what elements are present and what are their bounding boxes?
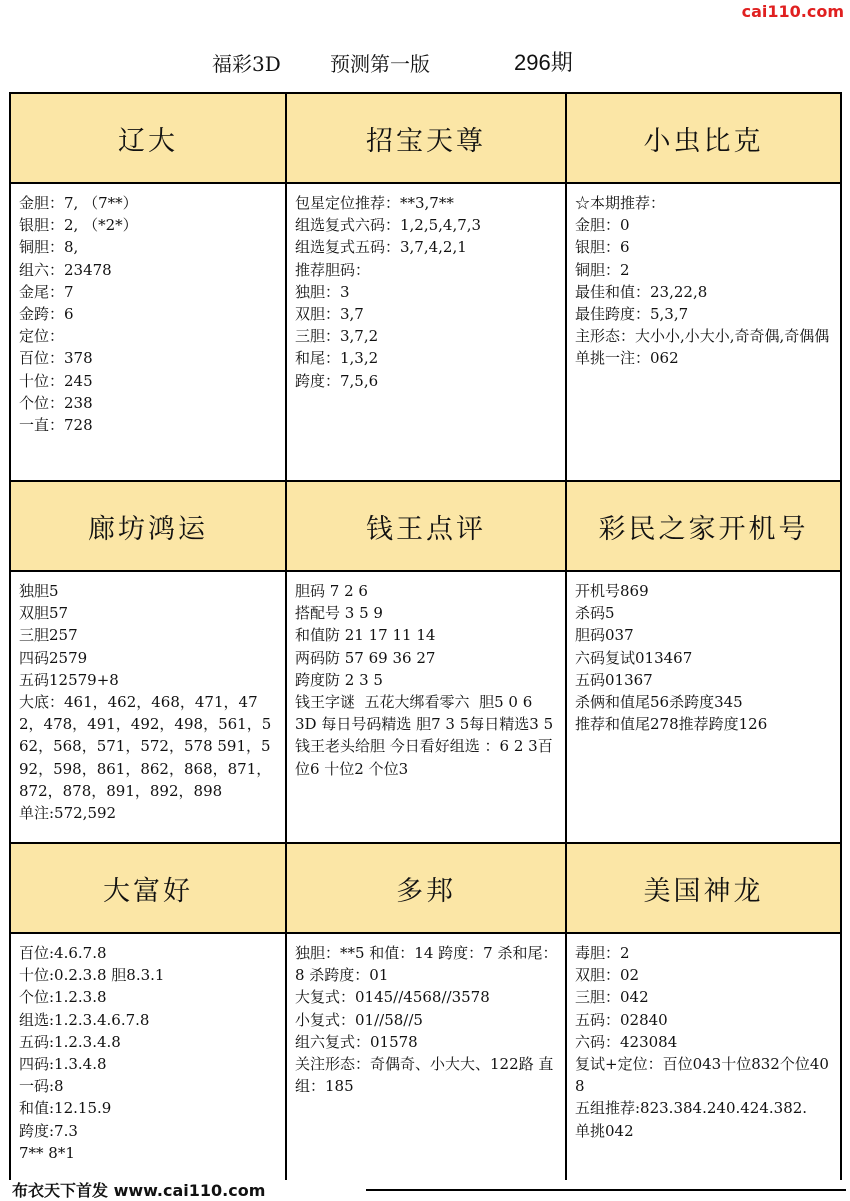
cell-line: 铜胆：8, [19, 238, 79, 257]
cell-line: 单挑一注：062 [575, 349, 679, 368]
cell-line: 搭配号 3 5 9 [295, 604, 383, 623]
cell-line: 跨度:7.3 [19, 1121, 78, 1140]
cell-line: 杀码5 [575, 604, 615, 623]
issue-number: 296期 [514, 50, 573, 75]
cell-line: 组选复式五码：3,7,4,2,1 [295, 238, 467, 257]
prediction-cell [287, 844, 567, 1186]
cell-line: 跨度防 2 3 5 [295, 670, 383, 689]
cell-line: 毒胆：2 [575, 944, 630, 962]
cell-line: 个位:1.2.3.8 [19, 988, 107, 1007]
page-header [0, 44, 850, 88]
cell-line: 定位： [19, 327, 65, 346]
cell-line: 五码:1.2.3.4.8 [19, 1032, 121, 1051]
cell-title: 钱王点评 [287, 482, 565, 572]
cell-line: 杀俩和值尾56杀跨度345 [575, 693, 743, 712]
footer-credit[interactable]: 布衣天下首发 www.cai110.com [12, 1178, 271, 1201]
cell-line: 和值防 21 17 11 14 [295, 626, 436, 645]
cell-line: 复试+定位：百位043十位832个位408 [575, 1055, 829, 1096]
cell-line: 铜胆：2 [575, 260, 630, 279]
cell-line: 关注形态：奇偶奇、小大大、122路 直组：185 [295, 1055, 554, 1096]
footer [6, 1180, 846, 1200]
cell-line: 包星定位推荐：**3,7** [295, 194, 454, 212]
cell-line: 百位:4.6.7.8 [19, 944, 107, 962]
cell-title: 辽大 [11, 94, 285, 184]
cell-line: 五码12579+8 [19, 670, 119, 689]
cell-line: 7** 8*1 [19, 1143, 75, 1162]
cell-line: 六码复试013467 [575, 648, 693, 667]
cell-line: 金胆：0 [575, 216, 630, 235]
cell-body [567, 184, 840, 370]
cell-line: 五码01367 [575, 670, 653, 689]
cell-line: 双胆：02 [575, 966, 640, 985]
site-url[interactable]: cai110.com [741, 2, 844, 21]
cell-title: 彩民之家开机号 [567, 482, 840, 572]
cell-line: 组六：23478 [19, 260, 112, 279]
cell-line: 独胆：3 [295, 282, 350, 301]
cell-line: 六码：423084 [575, 1032, 678, 1051]
cell-body [11, 934, 285, 1164]
cell-line: 一直：728 [19, 416, 93, 435]
lottery-name: 福彩3D [212, 52, 281, 76]
cell-title: 小虫比克 [567, 94, 840, 184]
cell-line: 银胆：6 [575, 238, 630, 257]
prediction-cell [567, 844, 840, 1186]
cell-title: 多邦 [287, 844, 565, 934]
cell-line: 十位：245 [19, 371, 93, 390]
cell-line: 独胆：**5 和值：14 跨度：7 杀和尾：8 杀跨度：01 [295, 944, 558, 985]
cell-line: 百位：378 [19, 349, 93, 368]
cell-line: 大复式：0145//4568//3578 [295, 988, 490, 1007]
cell-line: 个位：238 [19, 393, 93, 412]
cell-body [287, 184, 565, 392]
cell-line: 大底：461，462，468，471，472，478，491，492，498，561，562，568，571，572，578 591，592，598，861，862，868，871，872，878，891，892，898 [19, 693, 272, 800]
cell-line: 两码防 57 69 36 27 [295, 648, 436, 667]
cell-line: 3D 每日号码精选 胆7 3 5每日精选3 5 [295, 715, 554, 734]
prediction-cell [11, 94, 287, 482]
cell-line: ☆本期推荐： [575, 194, 666, 212]
cell-line: 和尾：1,3,2 [295, 349, 379, 368]
cell-line: 双胆：3,7 [295, 305, 364, 324]
prediction-cell [567, 94, 840, 482]
footer-divider [366, 1189, 846, 1191]
cell-line: 三胆：3,7,2 [295, 327, 379, 346]
prediction-cell [287, 94, 567, 482]
cell-line: 金胆：7, （7**） [19, 194, 138, 212]
cell-body [567, 934, 840, 1142]
cell-title: 美国神龙 [567, 844, 840, 934]
cell-body [11, 572, 285, 824]
cell-line: 开机号869 [575, 582, 649, 600]
prediction-cell [287, 482, 567, 844]
cell-line: 组选:1.2.3.4.6.7.8 [19, 1010, 150, 1029]
cell-line: 钱王老头给胆 今日看好组选 ：6 2 3百位6 十位2 个位3 [295, 737, 553, 778]
cell-line: 胆码 7 2 6 [295, 582, 368, 600]
cell-line: 十位:0.2.3.8 胆8.3.1 [19, 966, 165, 985]
cell-line: 三胆：042 [575, 988, 649, 1007]
cell-line: 四码:1.3.4.8 [19, 1055, 107, 1074]
cell-line: 单注:572,592 [19, 804, 117, 823]
cell-line: 最佳跨度：5,3,7 [575, 305, 689, 324]
cell-line: 三胆257 [19, 626, 78, 645]
cell-line: 独胆5 [19, 582, 59, 600]
prediction-cell [11, 482, 287, 844]
cell-body [287, 572, 565, 780]
cell-line: 四码2579 [19, 648, 88, 667]
cell-title: 廊坊鸿运 [11, 482, 285, 572]
cell-line: 五码：02840 [575, 1010, 668, 1029]
cell-line: 推荐胆码： [295, 260, 371, 279]
cell-title: 大富好 [11, 844, 285, 934]
cell-line: 小复式：01//58//5 [295, 1010, 423, 1029]
edition-label: 预测第一版 [330, 52, 430, 76]
cell-line: 金跨：6 [19, 305, 74, 324]
cell-body [567, 572, 840, 735]
cell-body [287, 934, 565, 1097]
cell-line: 胆码037 [575, 626, 634, 645]
cell-title: 招宝天尊 [287, 94, 565, 184]
cell-line: 和值:12.15.9 [19, 1099, 112, 1118]
prediction-grid [9, 92, 842, 1188]
cell-line: 组选复式六码：1,2,5,4,7,3 [295, 216, 482, 235]
cell-line: 双胆57 [19, 604, 69, 623]
prediction-cell [11, 844, 287, 1186]
cell-line: 银胆：2, （*2*） [19, 216, 138, 235]
cell-line: 最佳和值：23,22,8 [575, 282, 708, 301]
cell-line: 金尾：7 [19, 282, 74, 301]
cell-line: 推荐和值尾278推荐跨度126 [575, 715, 768, 734]
prediction-cell [567, 482, 840, 844]
cell-line: 主形态：大小小,小大小,奇奇偶,奇偶偶 [575, 327, 830, 346]
cell-line: 一码:8 [19, 1077, 64, 1096]
cell-line: 组六复式：01578 [295, 1032, 418, 1051]
cell-body [11, 184, 285, 436]
cell-line: 单挑042 [575, 1121, 634, 1140]
cell-line: 跨度：7,5,6 [295, 371, 379, 390]
cell-line: 五组推荐:823.384.240.424.382. [575, 1099, 808, 1118]
cell-line: 钱王字谜 五花大绑看零六 胆5 0 6 [295, 693, 533, 712]
